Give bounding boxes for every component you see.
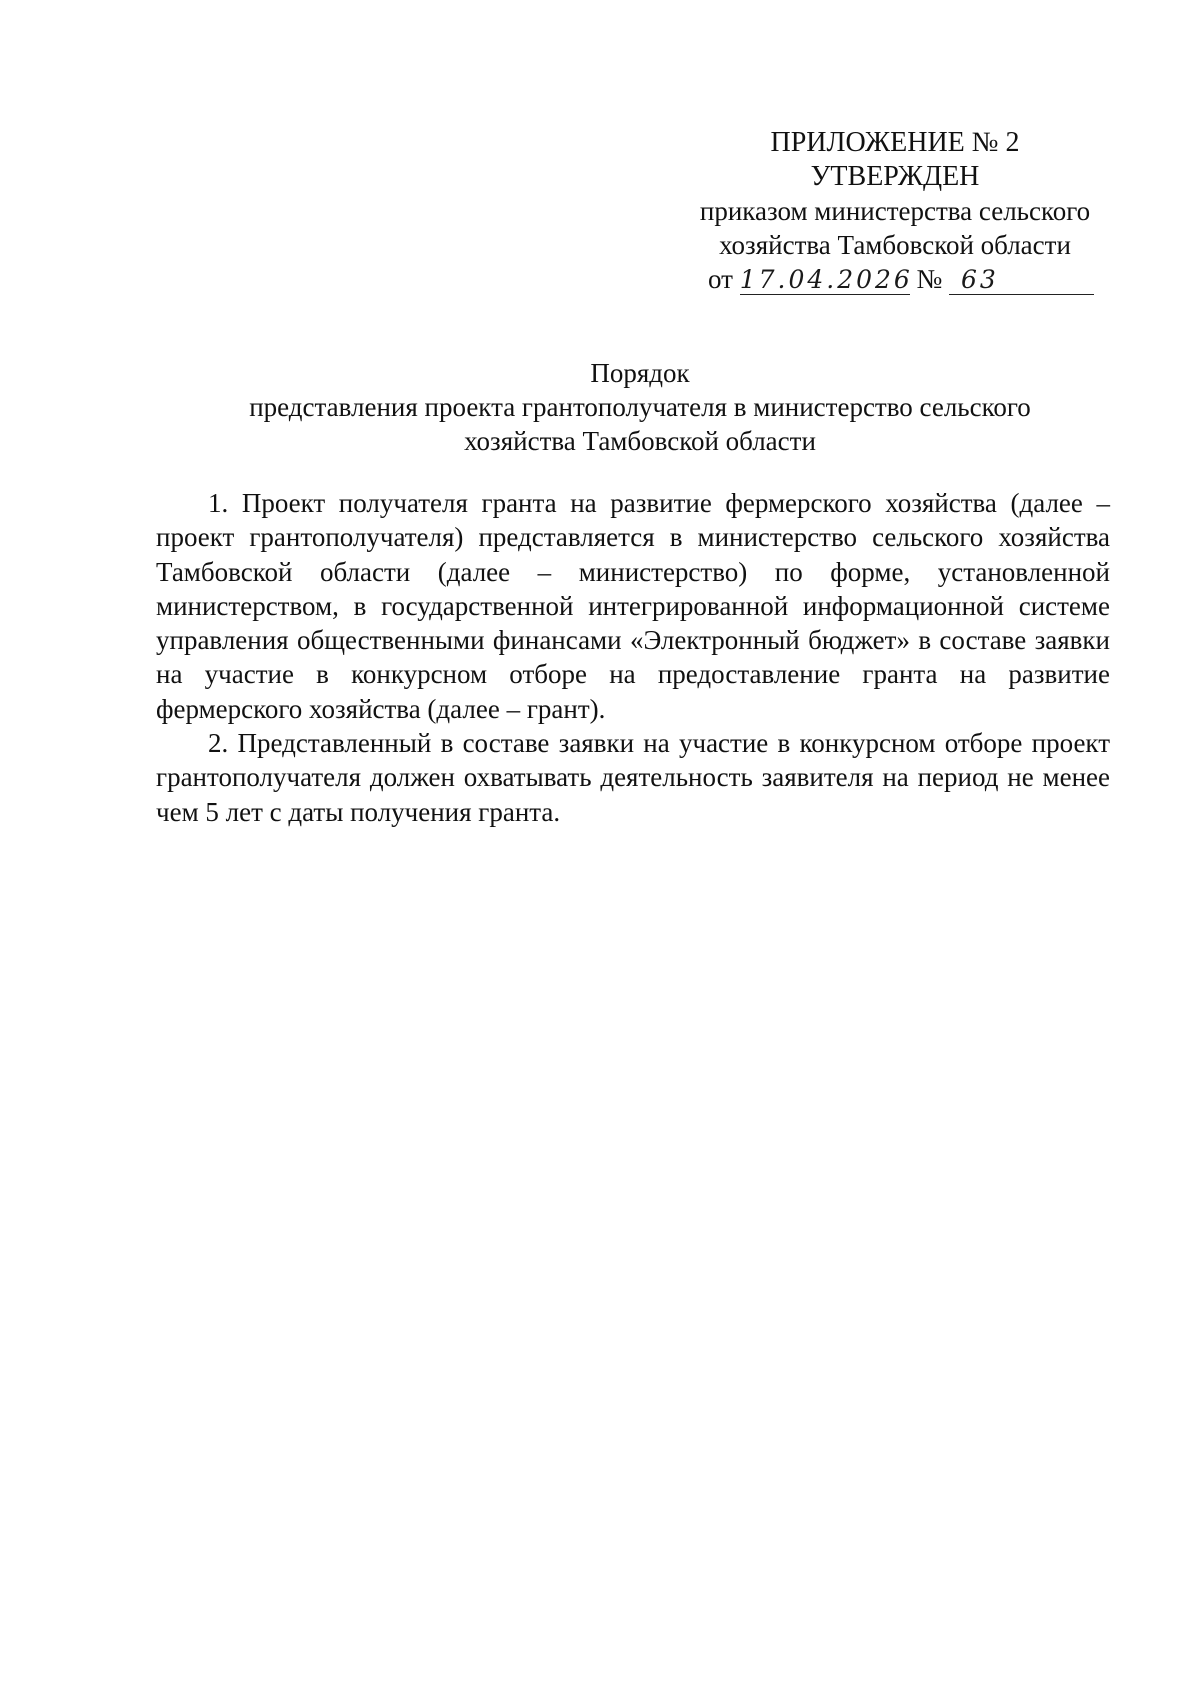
order-line-2: хозяйства Тамбовской области (719, 230, 1071, 260)
approval-stamp (680, 126, 1110, 296)
order-date-number-line (680, 262, 1110, 296)
heading-title: Порядок (590, 358, 690, 388)
approved-label: УТВЕРЖДЕН (810, 161, 980, 192)
document-heading (160, 356, 1120, 458)
heading-subtitle-line-1: представления проекта грантополучателя в министерство сельского (249, 392, 1031, 422)
document-body (156, 486, 1110, 829)
paragraph-1: 1. Проект получателя гранта на развитие фермерского хозяйства (далее – проект грантополучателя) представляется в министерство сельского хозяйства Тамбовской области (далее – министерство) по форме, установленной министерством, в государственной интегрированной информационной системе управления общественными финансами «Электронный бюджет» в составе заявки на участие в конкурсном отборе на предоставление гранта на развитие фермерского хозяйства (далее – грант). (156, 488, 1110, 724)
number-prefix: № (916, 264, 943, 294)
handwritten-number: 63 (949, 266, 1094, 295)
date-prefix: от (708, 264, 733, 294)
handwritten-date: 17.04.2026 (739, 265, 913, 294)
appendix-label: ПРИЛОЖЕНИЕ № 2 (770, 127, 1020, 158)
paragraph-2: 2. Представленный в составе заявки на участие в конкурсном отборе проект грантополучателя должен охватывать деятельность заявителя на период не менее чем 5 лет с даты получения гранта. (156, 728, 1110, 827)
order-line-1: приказом министерства сельского (699, 196, 1091, 226)
heading-subtitle-line-2: хозяйства Тамбовской области (464, 426, 816, 456)
